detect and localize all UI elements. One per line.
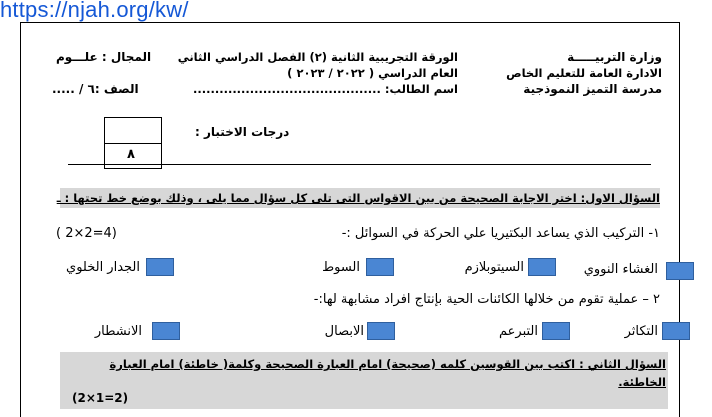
q2-title-line1: السؤال الثاني : اكتب بين القوسين كلمه (صحيحة) امام العبارة الصحيحة وكلمة( خاطئة) امام العبارة	[109, 357, 666, 371]
q1-item2-option4[interactable]: الانشطار	[94, 324, 142, 339]
department-name: الادارة العامة للتعليم الخاص	[506, 66, 662, 80]
ministry-name: وزارة التربيـــــة	[567, 50, 662, 64]
grade-label: الصف :٦ / .....	[52, 82, 139, 96]
q1-item1-option4[interactable]: الجدار الخلوي	[66, 260, 140, 275]
q1-item2-option2[interactable]: التبرعم	[499, 324, 538, 339]
total-mark: ٨	[127, 147, 135, 162]
academic-year: العام الدراسي ( ٢٠٢٢ / ٢٠٢٣ )	[287, 66, 458, 80]
score-box-divider	[104, 143, 162, 144]
header-divider	[68, 164, 651, 165]
school-name: مدرسة التميز النموذجية	[523, 82, 662, 96]
subject-label: المجال : علـــوم	[56, 50, 152, 64]
source-url[interactable]: https://njah.org/kw/	[0, 0, 189, 22]
q2-score: (2×1=2)	[72, 391, 129, 405]
q1-item1-score: ( 2×2=4)	[56, 226, 117, 241]
q1-item2-option1[interactable]: التكاثر	[624, 324, 658, 339]
q2-title-line2: الخاطئة.	[618, 375, 666, 389]
q1-title: السؤال الاول: اختر الاجابة الصحيحة من بين الاقواس التى تلى كل سؤال مما يلى ، وذلك بوضع خط تحتها : ـ	[56, 191, 660, 205]
q1-item1-option2-checkbox[interactable]	[528, 258, 556, 276]
q1-item2-option3-checkbox[interactable]	[367, 322, 395, 340]
q1-item1-option3-checkbox[interactable]	[366, 258, 394, 276]
q1-item2-option1-checkbox[interactable]	[662, 322, 690, 340]
q1-item2-text: ٢ – عملية تقوم من خلالها الكائنات الحية بإنتاج افراد مشابهة لها:-	[313, 292, 660, 307]
q1-item2-option3[interactable]: الابصال	[324, 324, 364, 339]
q1-item2-option2-checkbox[interactable]	[542, 322, 570, 340]
q1-item1-option1-checkbox[interactable]	[666, 262, 694, 280]
exam-title: الورقة التجريبية الثانية (٢) الفصل الدراسي الثاني	[177, 50, 458, 64]
q1-item1-text: ١- التركيب الذي يساعد البكتيريا علي الحركة في السوائل :-	[341, 226, 660, 241]
q1-item1-option1[interactable]: الغشاء النووي	[583, 262, 658, 277]
q1-item1-option4-checkbox[interactable]	[146, 258, 174, 276]
q1-item2-option4-checkbox[interactable]	[152, 322, 180, 340]
q1-item1-option3[interactable]: السوط	[322, 260, 360, 275]
student-name-field: اسم الطالب: ...........................................	[193, 82, 458, 96]
exam-degrees-label: درجات الاختبار :	[195, 125, 290, 139]
q1-item1-option2[interactable]: السيتوبلازم	[464, 260, 524, 275]
